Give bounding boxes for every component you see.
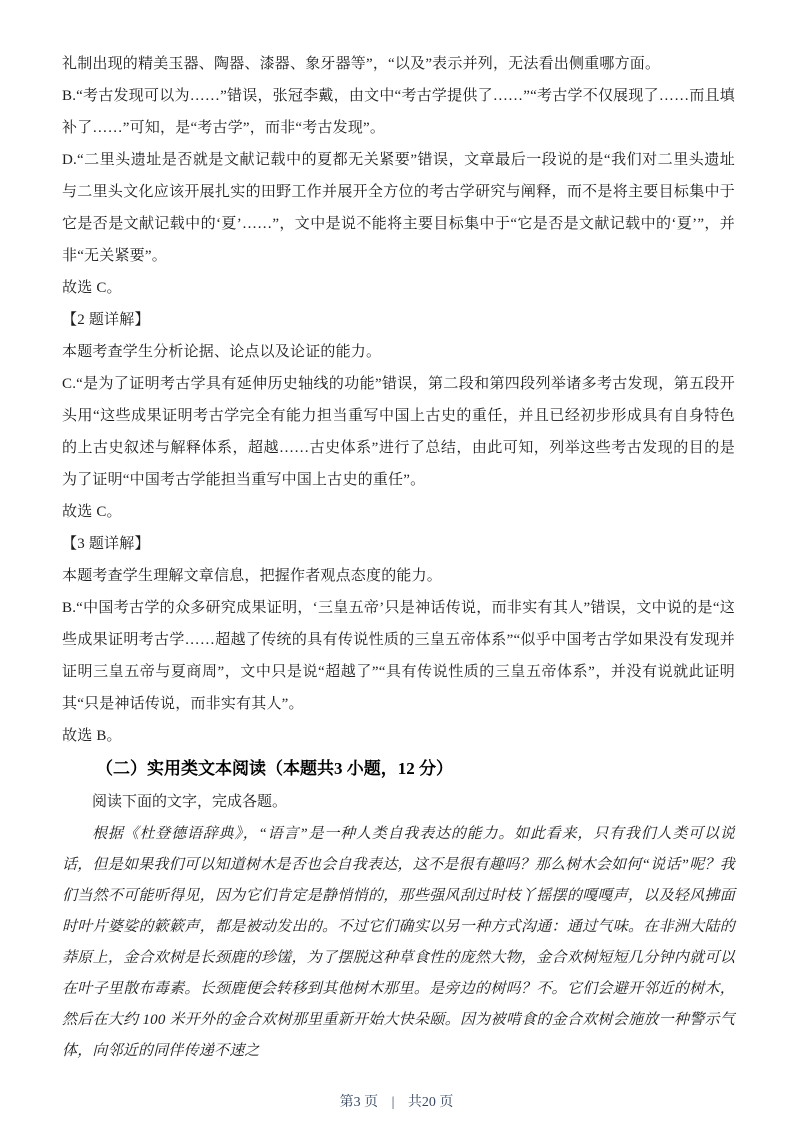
reading-instruction: 阅读下面的文字，完成各题。 bbox=[92, 794, 288, 810]
page-body-text bbox=[62, 48, 735, 1067]
question-3-ability-note: 本题考查学生理解文章信息，把握作者观点态度的能力。 bbox=[62, 568, 443, 584]
option-b-analysis: B.“考古发现可以为……”错误，张冠李戴，由文中“考古学提供了……”“考古学不仅展现了……而且填补了……”可知，是“考古学”，而非“考古发现”。 bbox=[62, 88, 735, 136]
option-d-analysis: D.“二里头遗址是否就是文献记载中的夏都无关紧要”错误，文章最后一段说的是“我们对二里头遗址与二里头文化应该开展扎实的田野工作并展开全方位的考古学研究与阐释，而不是将主要目标集中于它是否是文献记载中的‘夏’……”，文中是说不能将主要目标集中于“它是否是文献记载中的‘夏’”，并非“无关紧要”。 bbox=[62, 152, 735, 264]
page-number-label: 第3 页 bbox=[339, 1095, 379, 1110]
option-a-analysis-continued: 礼制出现的精美玉器、陶器、漆器、象牙器等”，“以及”表示并列，无法看出侧重哪方面。 bbox=[62, 56, 661, 72]
answer-verdict-q1: 故选 C。 bbox=[62, 280, 122, 296]
question-2-detail-heading: 【2 题详解】 bbox=[62, 312, 150, 328]
question-3-detail-heading: 【3 题详解】 bbox=[62, 536, 150, 552]
question-2-ability-note: 本题考查学生分析论据、论点以及论证的能力。 bbox=[62, 344, 382, 360]
question-3-option-b-analysis: B.“中国考古学的众多研究成果证明，‘三皇五帝’只是神话传说，而非实有其人”错误，文中说的是“这些成果证明考古学……超越了传统的具有传说性质的三皇五帝体系”“似乎中国考古学如果没有发现并证明三皇五帝与夏商周”，文中只是说“超越了”“具有传说性质的三皇五帝体系”，并没有说就此证明其“只是神话传说，而非实有其人”。 bbox=[62, 600, 735, 712]
question-2-option-c-analysis: C.“是为了证明考古学具有延伸历史轴线的功能”错误，第二段和第四段列举诸多考古发现，第五段开头用“这些成果证明考古学完全有能力担当重写中国上古史的重任，并且已经初步形成具有自身特色的上古史叙述与解释体系，超越……古史体系”进行了总结，由此可知，列举这些考古发现的目的是为了证明“中国考古学能担当重写中国上古史的重任”。 bbox=[62, 376, 735, 488]
reading-passage: 根据《杜登德语辞典》，“语言”是一种人类自我表达的能力。如此看来，只有我们人类可以说话，但是如果我们可以知道树木是否也会自我表达，这不是很有趣吗？那么树木会如何“说话”呢？我们当然不可能听得见，因为它们肯定是静悄悄的，那些强风刮过时枝丫摇摆的嘎嘎声，以及轻风拂面时叶片婆娑的簌簌声，都是被动发出的。不过它们确实以另一种方式沟通：通过气味。在非洲大陆的莽原上，金合欢树是长颈鹿的珍馐，为了摆脱这种草食性的庞然大物，金合欢树短短几分钟内就可以在叶子里散布毒素。长颈鹿便会转移到其他树木那里。是旁边的树吗？不。它们会避开邻近的树木，然后在大约 100 米开外的金合欢树那里重新开始大快朵颐。因为被啃食的金合欢树会施放一种警示气体，向邻近的同伴传递不速之 bbox=[62, 826, 735, 1059]
page-footer bbox=[0, 1094, 793, 1112]
footer-separator: | bbox=[391, 1095, 395, 1110]
section-ii-heading: （二）实用类文本阅读（本题共3 小题，12 分） bbox=[96, 759, 453, 778]
answer-verdict-q3: 故选 B。 bbox=[62, 728, 122, 744]
answer-verdict-q2: 故选 C。 bbox=[62, 504, 122, 520]
page-total-label: 共20 页 bbox=[407, 1095, 454, 1110]
